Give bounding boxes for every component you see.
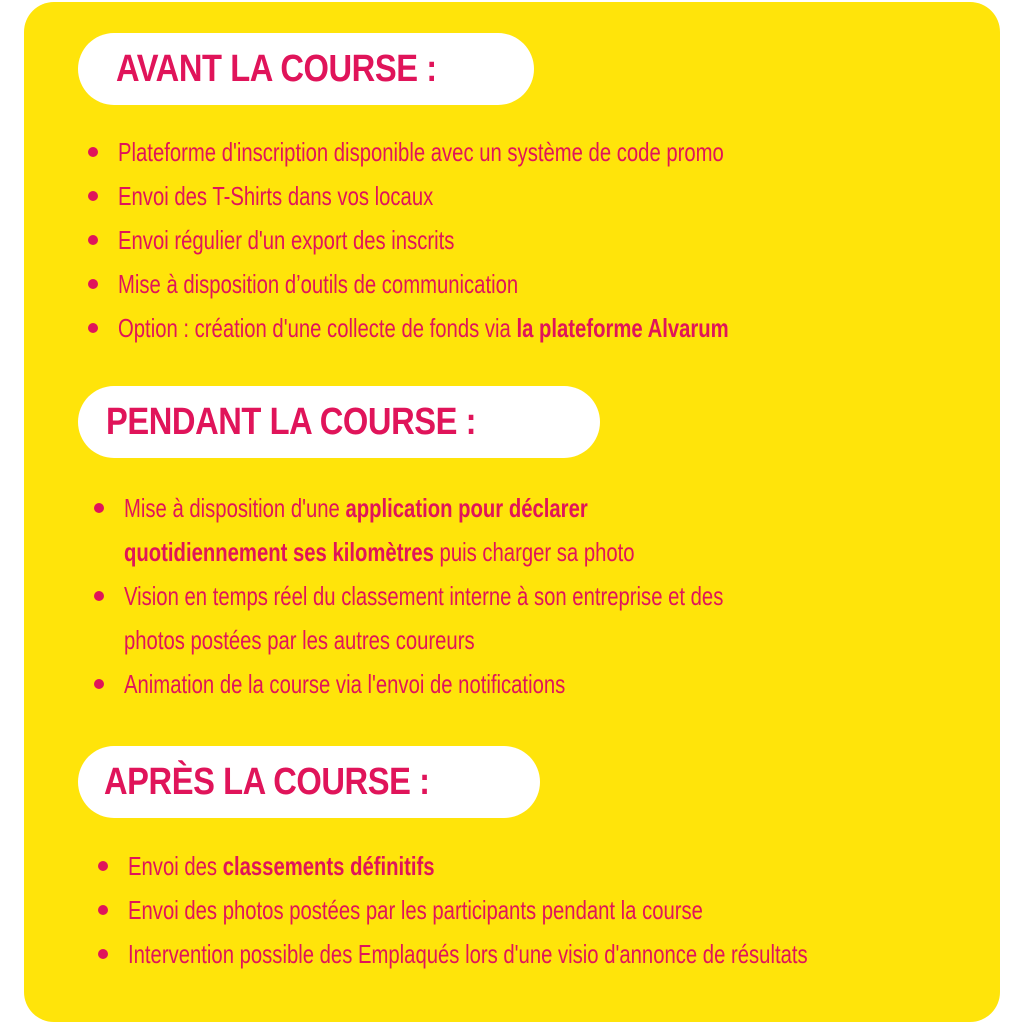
section-header-after <box>78 746 540 818</box>
section-header-before <box>78 33 534 105</box>
bullet-icon <box>88 235 98 245</box>
list-after <box>98 844 999 976</box>
list-before <box>88 130 901 350</box>
bullet-icon <box>98 905 108 915</box>
bullet-icon <box>98 949 108 959</box>
bullet-icon <box>88 147 98 157</box>
bullet-icon <box>98 861 108 871</box>
list-during <box>94 486 892 706</box>
list-item: Vision en temps réel du classement interne à son entreprise et des photos postées par les autres coureurs <box>94 574 892 662</box>
list-item: Mise à disposition d’outils de communication <box>88 262 901 306</box>
section-title-before: AVANT LA COURSE : <box>116 47 437 90</box>
list-item: Option : création d'une collecte de fonds via la plateforme Alvarum <box>88 306 901 350</box>
list-item: Intervention possible des Emplaqués lors d'une visio d'annonce de résultats <box>98 932 999 976</box>
list-item: Envoi régulier d'un export des inscrits <box>88 218 901 262</box>
bullet-icon <box>88 323 98 333</box>
section-header-during <box>78 386 600 458</box>
section-title-after: APRÈS LA COURSE : <box>104 760 430 803</box>
list-item: Envoi des photos postées par les participants pendant la course <box>98 888 999 932</box>
section-title-during: PENDANT LA COURSE : <box>106 400 477 443</box>
list-item: Envoi des T-Shirts dans vos locaux <box>88 174 901 218</box>
list-item: Animation de la course via l'envoi de notifications <box>94 662 892 706</box>
alvarum-link: la plateforme Alvarum <box>516 313 729 343</box>
list-item: Envoi des classements définitifs <box>98 844 999 888</box>
list-item: Mise à disposition d'une application pour déclarer quotidiennement ses kilomètres puis charger sa photo <box>94 486 892 574</box>
bullet-icon <box>94 679 104 689</box>
list-item: Plateforme d'inscription disponible avec un système de code promo <box>88 130 901 174</box>
bullet-icon <box>88 191 98 201</box>
bullet-icon <box>94 503 104 513</box>
bullet-icon <box>94 591 104 601</box>
bullet-icon <box>88 279 98 289</box>
